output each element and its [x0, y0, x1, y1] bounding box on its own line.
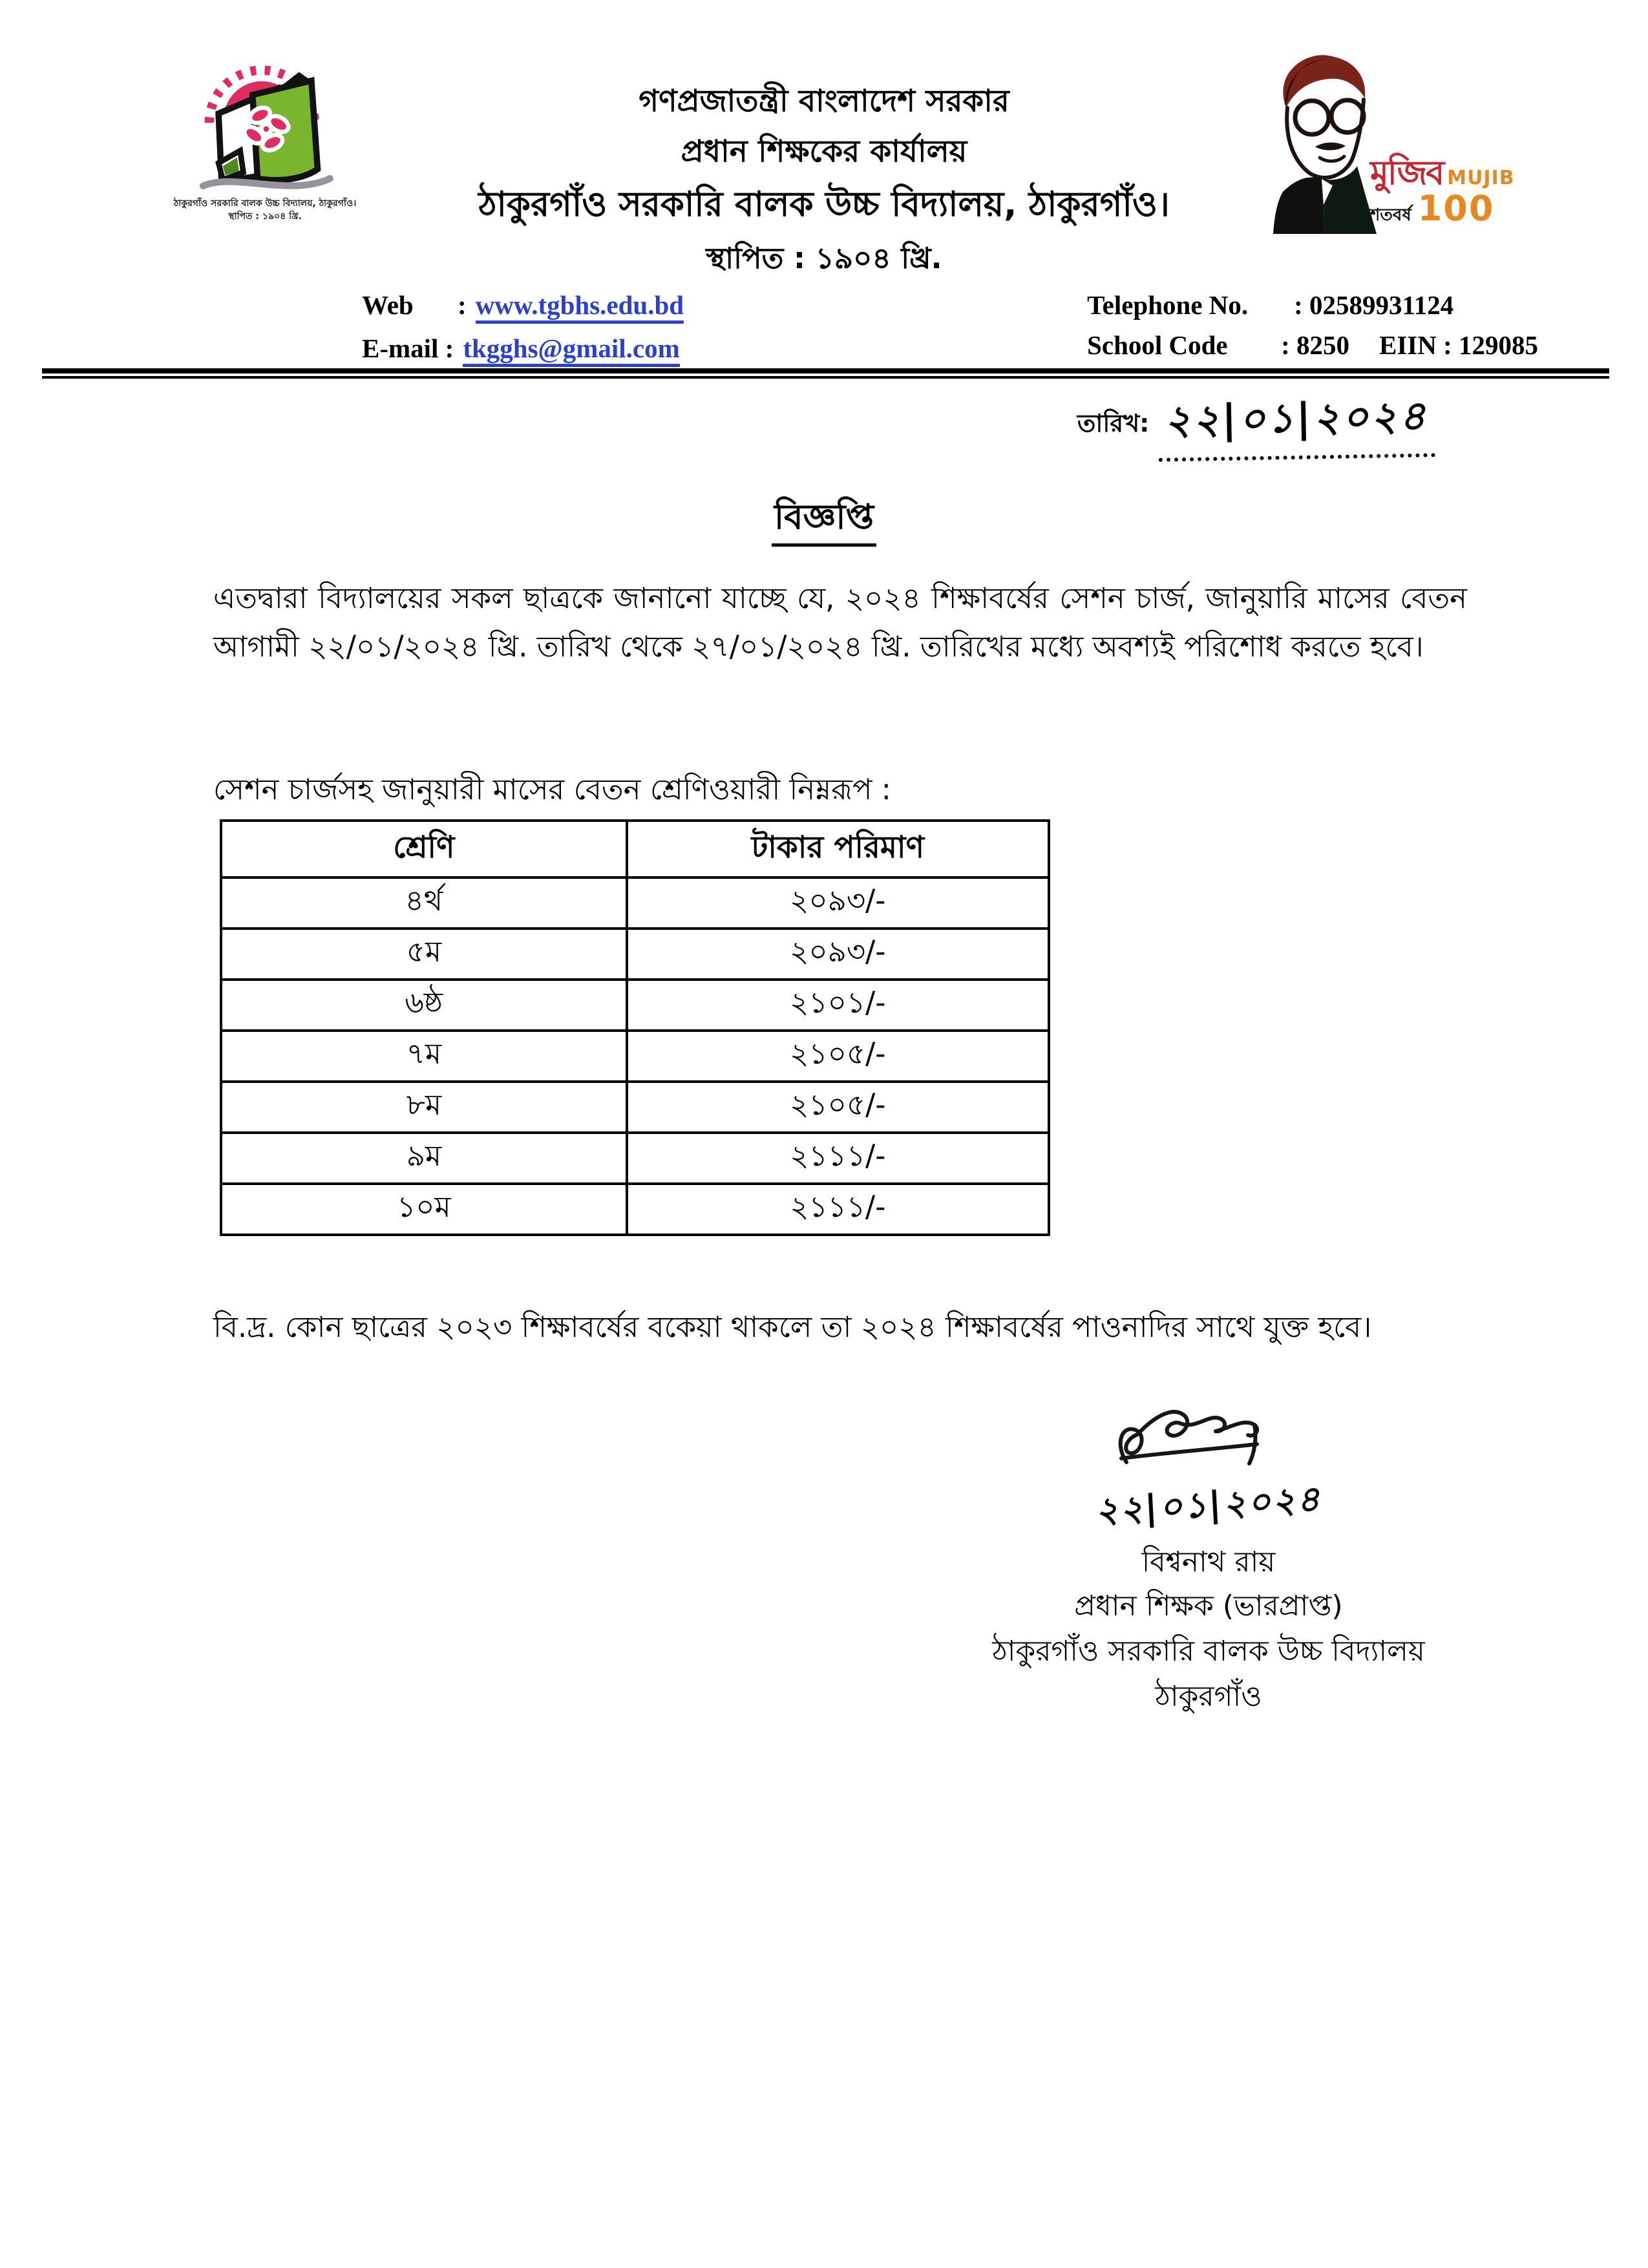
- school-code-row: [1087, 330, 1538, 361]
- logo-caption-line1: ঠাকুরগাঁও সরকারি বালক উচ্চ বিদ্যালয়, ঠাকুরগাঁও।: [173, 198, 357, 209]
- school-code-value: : 8250: [1281, 330, 1349, 360]
- table-cell-amount: ২১০৫/-: [627, 1031, 1049, 1082]
- mujib-english-wordmark: MUJIB: [1447, 167, 1515, 189]
- table-cell-amount: ২১০১/-: [627, 980, 1049, 1031]
- table-cell-amount: ২১১১/-: [627, 1133, 1049, 1184]
- table-cell-class: ৮ম: [221, 1082, 627, 1133]
- table-row: [221, 1184, 1049, 1235]
- notice-footnote: বি.দ্র. কোন ছাত্রের ২০২৩ শিক্ষাবর্ষের বকেয়া থাকলে তা ২০২৪ শিক্ষাবর্ষের পাওনাদির সাথে যুক্ত হবে।: [213, 1310, 1372, 1344]
- telephone-value: : 02589931124: [1294, 290, 1454, 320]
- table-cell-amount: ২০৯৩/-: [627, 877, 1049, 929]
- table-cell-class: ৯ম: [221, 1133, 627, 1184]
- fee-table-header-row: [221, 821, 1049, 877]
- table-cell-class: ৬ষ্ঠ: [221, 980, 627, 1031]
- table-row: [221, 980, 1049, 1031]
- contact-left-column: [362, 289, 684, 367]
- signatory-designation: প্রধান শিক্ষক (ভারপ্রাপ্ত): [1074, 1590, 1343, 1622]
- table-row: [221, 1082, 1049, 1133]
- school-logo-icon: [184, 48, 346, 197]
- logo-caption-line2: স্থাপিত : ১৯০৪ খ্রি.: [228, 211, 302, 222]
- mujib-bengali-wordmark: মুজিব: [1370, 154, 1444, 193]
- school-code-label: School Code: [1087, 330, 1228, 360]
- fee-table: [220, 819, 1050, 1236]
- eiin-value: EIIN : 129085: [1379, 330, 1538, 360]
- signatory-school: ঠাকুরগাঁও সরকারি বালক উচ্চ বিদ্যালয়: [992, 1635, 1425, 1668]
- telephone-label: Telephone No.: [1087, 290, 1249, 320]
- signatory-name: বিশ্বনাথ রায়: [1141, 1546, 1276, 1579]
- handwritten-date: ২২|০১|২০২৪: [1157, 385, 1435, 461]
- table-row: [221, 1133, 1049, 1184]
- notice-heading: [0, 491, 1648, 548]
- mujib-logo-text: [1370, 154, 1515, 229]
- school-name-line: ঠাকুরগাঁও সরকারি বালক উচ্চ বিদ্যালয়, ঠাকুরগাঁও।: [478, 185, 1170, 224]
- table-row: [221, 877, 1049, 929]
- signature-block: [969, 1399, 1448, 1719]
- table-cell-amount: ২০৯৩/-: [627, 929, 1049, 980]
- table-row: [221, 929, 1049, 980]
- contact-right-column: [1087, 289, 1538, 367]
- web-row: [362, 289, 684, 324]
- date-label: তারিখ:: [1077, 409, 1150, 437]
- telephone-row: [1087, 289, 1538, 320]
- date-line: [1077, 388, 1435, 459]
- web-label: Web: [362, 290, 414, 320]
- mujib-100-logo: [1247, 47, 1515, 240]
- mujib-subtitle: শতবর্ষ: [1370, 205, 1411, 225]
- table-cell-amount: ২১১১/-: [627, 1184, 1049, 1235]
- web-colon: :: [458, 290, 467, 320]
- email-row: [362, 333, 684, 367]
- email-link[interactable]: tkgghs@gmail.com: [463, 333, 679, 367]
- signatory-place: ঠাকুরগাঁও: [1155, 1680, 1262, 1713]
- table-row: [221, 1031, 1049, 1082]
- header-divider: [42, 368, 1609, 379]
- table-cell-class: ১০ম: [221, 1184, 627, 1235]
- table-header-class: শ্রেণি: [221, 821, 627, 877]
- fee-table-intro: সেশন চার্জসহ জানুয়ারী মাসের বেতন শ্রেণিওয়ারী নিম্নরূপ :: [213, 772, 891, 806]
- table-cell-class: ৪র্থ: [221, 877, 627, 929]
- office-line: প্রধান শিক্ষকের কার্যালয়: [681, 134, 967, 169]
- notice-body-paragraph: এতদ্বারা বিদ্যালয়ের সকল ছাত্রকে জানানো যাচ্ছে যে, ২০২৪ শিক্ষাবর্ষের সেশন চার্জ, জানুয়ারি মাসের বেতন আগামী ২২/০১/২০২৪ খ্রি. তারিখ থেকে ২৭/০১/২০২৪ খ্রি. তারিখের মধ্যে অবশ্যই পরিশোধ করতে হবে।: [213, 581, 1467, 664]
- table-header-amount: টাকার পরিমাণ: [627, 821, 1049, 877]
- table-cell-class: ৭ম: [221, 1031, 627, 1082]
- signature-date: ২২|০১|২০২৪: [1094, 1478, 1323, 1531]
- contact-block: [362, 289, 1538, 367]
- email-label: E-mail :: [362, 333, 454, 363]
- table-cell-amount: ২১০৫/-: [627, 1082, 1049, 1133]
- notice-heading-text: বিজ্ঞপ্তি: [772, 498, 876, 547]
- established-line: স্থাপিত : ১৯০৪ খ্রি.: [706, 241, 942, 275]
- letterhead-title-block: [323, 76, 1325, 284]
- government-line: গণপ্রজাতন্ত্রী বাংলাদেশ সরকার: [639, 83, 1009, 119]
- table-cell-class: ৫ম: [221, 929, 627, 980]
- mujib-100-number: 100: [1417, 188, 1495, 229]
- website-link[interactable]: www.tgbhs.edu.bd: [476, 289, 684, 324]
